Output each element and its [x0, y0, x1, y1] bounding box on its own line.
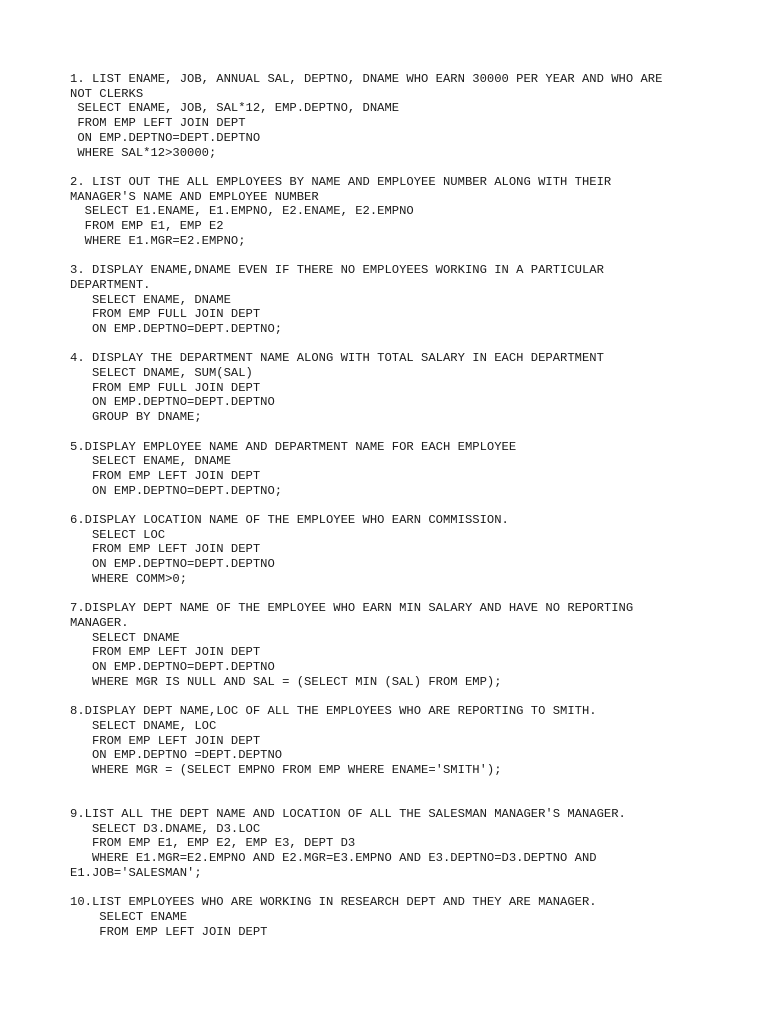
question-text: NOT CLERKS [70, 86, 144, 101]
question-8 [70, 704, 750, 778]
sql-line: FROM EMP LEFT JOIN DEPT [70, 924, 268, 939]
sql-line: WHERE MGR = (SELECT EMPNO FROM EMP WHERE ENAME='SMITH'); [70, 762, 502, 777]
sql-line: FROM EMP LEFT JOIN DEPT [70, 116, 246, 131]
question-4 [70, 351, 750, 425]
question-text: DEPARTMENT. [70, 277, 151, 292]
sql-line: SELECT DNAME, LOC [70, 718, 217, 733]
sql-line: FROM EMP E1, EMP E2, EMP E3, DEPT D3 [70, 836, 356, 851]
question-text: 1. LIST ENAME, JOB, ANNUAL SAL, DEPTNO, DNAME WHO EARN 30000 PER YEAR AND WHO ARE [70, 72, 663, 86]
question-6 [70, 513, 750, 587]
question-text: 6.DISPLAY LOCATION NAME OF THE EMPLOYEE WHO EARN COMMISSION. [70, 513, 509, 528]
question-2 [70, 175, 750, 249]
sql-line: WHERE E1.MGR=E2.EMPNO AND E2.MGR=E3.EMPNO AND E3.DEPTNO=D3.DEPTNO AND [70, 851, 597, 866]
sql-line: SELECT ENAME, DNAME [70, 292, 231, 307]
sql-line: SELECT E1.ENAME, E1.EMPNO, E2.ENAME, E2.EMPNO [70, 204, 414, 219]
sql-line: E1.JOB='SALESMAN'; [70, 865, 202, 880]
sql-line: FROM EMP LEFT JOIN DEPT [70, 542, 261, 557]
question-1 [70, 72, 750, 160]
sql-line: ON EMP.DEPTNO=DEPT.DEPTNO; [70, 483, 283, 498]
sql-line: FROM EMP E1, EMP E2 [70, 219, 224, 234]
sql-line: SELECT ENAME [70, 909, 188, 924]
sql-line: ON EMP.DEPTNO=DEPT.DEPTNO [70, 557, 275, 572]
sql-line: FROM EMP FULL JOIN DEPT [70, 307, 261, 322]
sql-line: FROM EMP FULL JOIN DEPT [70, 380, 261, 395]
sql-line: WHERE COMM>0; [70, 571, 188, 586]
question-text: 2. LIST OUT THE ALL EMPLOYEES BY NAME AND EMPLOYEE NUMBER ALONG WITH THEIR [70, 174, 612, 189]
question-10 [70, 895, 750, 939]
question-text: 4. DISPLAY THE DEPARTMENT NAME ALONG WITH TOTAL SALARY IN EACH DEPARTMENT [70, 351, 604, 366]
sql-line: SELECT DNAME [70, 630, 180, 645]
question-text: 3. DISPLAY ENAME,DNAME EVEN IF THERE NO EMPLOYEES WORKING IN A PARTICULAR [70, 263, 604, 278]
document-page [70, 72, 750, 954]
sql-line: FROM EMP LEFT JOIN DEPT [70, 733, 261, 748]
sql-line: ON EMP.DEPTNO =DEPT.DEPTNO [70, 748, 283, 763]
question-text: 8.DISPLAY DEPT NAME,LOC OF ALL THE EMPLOYEES WHO ARE REPORTING TO SMITH. [70, 704, 597, 719]
sql-line: SELECT D3.DNAME, D3.LOC [70, 821, 261, 836]
question-9 [70, 807, 750, 881]
question-text: 10.LIST EMPLOYEES WHO ARE WORKING IN RESEARCH DEPT AND THEY ARE MANAGER. [70, 895, 597, 910]
sql-line: GROUP BY DNAME; [70, 410, 202, 425]
sql-line: SELECT DNAME, SUM(SAL) [70, 366, 253, 381]
question-5 [70, 440, 750, 499]
sql-line: WHERE E1.MGR=E2.EMPNO; [70, 233, 246, 248]
question-7 [70, 601, 750, 689]
question-text: 9.LIST ALL THE DEPT NAME AND LOCATION OF ALL THE SALESMAN MANAGER'S MANAGER. [70, 807, 626, 822]
sql-line: SELECT LOC [70, 527, 166, 542]
sql-line: SELECT ENAME, JOB, SAL*12, EMP.DEPTNO, DNAME [70, 101, 400, 116]
question-text: MANAGER. [70, 615, 129, 630]
question-3 [70, 263, 750, 337]
sql-line: WHERE SAL*12>30000; [70, 145, 217, 160]
sql-line: WHERE MGR IS NULL AND SAL = (SELECT MIN (SAL) FROM EMP); [70, 674, 502, 689]
sql-line: FROM EMP LEFT JOIN DEPT [70, 468, 261, 483]
sql-line: SELECT ENAME, DNAME [70, 454, 231, 469]
sql-line: ON EMP.DEPTNO=DEPT.DEPTNO [70, 660, 275, 675]
sql-line: ON EMP.DEPTNO=DEPT.DEPTNO; [70, 321, 283, 336]
question-text: 5.DISPLAY EMPLOYEE NAME AND DEPARTMENT NAME FOR EACH EMPLOYEE [70, 439, 517, 454]
question-text: 7.DISPLAY DEPT NAME OF THE EMPLOYEE WHO EARN MIN SALARY AND HAVE NO REPORTING [70, 601, 634, 616]
sql-line: FROM EMP LEFT JOIN DEPT [70, 645, 261, 660]
sql-line: ON EMP.DEPTNO=DEPT.DEPTNO [70, 130, 261, 145]
sql-line: ON EMP.DEPTNO=DEPT.DEPTNO [70, 395, 275, 410]
question-text: MANAGER'S NAME AND EMPLOYEE NUMBER [70, 189, 319, 204]
